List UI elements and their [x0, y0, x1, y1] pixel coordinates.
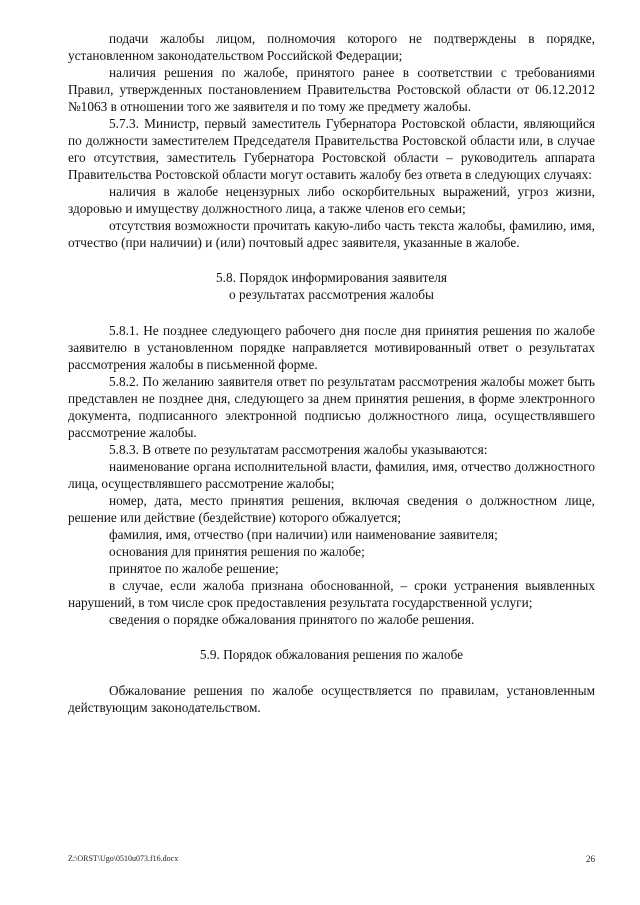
spacer: [68, 251, 595, 269]
paragraph: сведения о порядке обжалования принятого по жалобе решения.: [109, 612, 475, 627]
paragraph: принятое по жалобе решение;: [109, 561, 279, 576]
footer-file-path: Z:\ORST\Ugo\0510u073.f16.docx: [68, 854, 179, 863]
paragraph: основания для принятия решения по жалобе;: [109, 544, 365, 559]
paragraph: 5.8.3. В ответе по результатам рассмотрения жалобы указываются:: [109, 442, 488, 457]
paragraph: номер, дата, место принятия решения, включая сведения о должностном лице, решение или действие (бездействие) которого обжалуется;: [68, 493, 595, 525]
paragraph: 5.8.2. По желанию заявителя ответ по результатам рассмотрения жалобы может быть представлен не позднее дня, следующего за днем принятия решения, в форме электронного документа, подписанного электронной подписью должностного лица, осуществлявшего рассмотрение жалобы.: [68, 374, 595, 440]
paragraph: подачи жалобы лицом, полномочия которого не подтверждены в порядке, установленном законодательством Российской Федерации;: [68, 31, 595, 63]
page-number: 26: [586, 854, 595, 864]
paragraph: фамилия, имя, отчество (при наличии) или наименование заявителя;: [109, 527, 498, 542]
paragraph: наличия решения по жалобе, принятого ранее в соответствии с требованиями Правил, утвержденных постановлением Правительства Ростовской области от 06.12.2012 №1063 в отношении того же заявителя и по тому же предмету жалобы.: [68, 65, 595, 114]
spacer: [68, 663, 595, 682]
spacer: [68, 303, 595, 322]
paragraph: наименование органа исполнительной власти, фамилия, имя, отчество должностного лица, осуществлявшего рассмотрение жалобы;: [68, 459, 595, 491]
paragraph: отсутствия возможности прочитать какую-либо часть текста жалобы, фамилию, имя, отчество (при наличии) и (или) почтовый адрес заявителя, указанные в жалобе.: [68, 218, 595, 250]
page-body: [68, 30, 595, 716]
paragraph: наличия в жалобе нецензурных либо оскорбительных выражений, угроз жизни, здоровью и имуществу должностного лица, а также членов его семьи;: [68, 184, 595, 216]
section-heading-5-9: 5.9. Порядок обжалования решения по жалобе: [199, 647, 464, 662]
paragraph: 5.8.1. Не позднее следующего рабочего дня после дня принятия решения по жалобе заявителю в установленном порядке направляется мотивированный ответ о результатах рассмотрения жалобы в письменной форме.: [68, 323, 595, 372]
paragraph: 5.7.3. Министр, первый заместитель Губернатора Ростовской области, являющийся по должности заместителем Председателя Правительства Ростовской области или, в случае его отсутствия, заместитель Губернатора Ростовской области – руководитель аппарата Правительства Ростовской области могут оставить жалобу без ответа в следующих случаях:: [68, 116, 595, 182]
paragraph: Обжалование решения по жалобе осуществляется по правилам, установленным действующим законодательством.: [68, 683, 595, 715]
section-heading-5-8-line2: о результатах рассмотрения жалобы: [229, 287, 434, 302]
spacer: [68, 628, 595, 646]
paragraph: в случае, если жалоба признана обоснованной, – сроки устранения выявленных нарушений, в том числе срок предоставления результата государственной услуги;: [68, 578, 595, 610]
section-heading-5-8-line1: 5.8. Порядок информирования заявителя: [215, 270, 448, 285]
